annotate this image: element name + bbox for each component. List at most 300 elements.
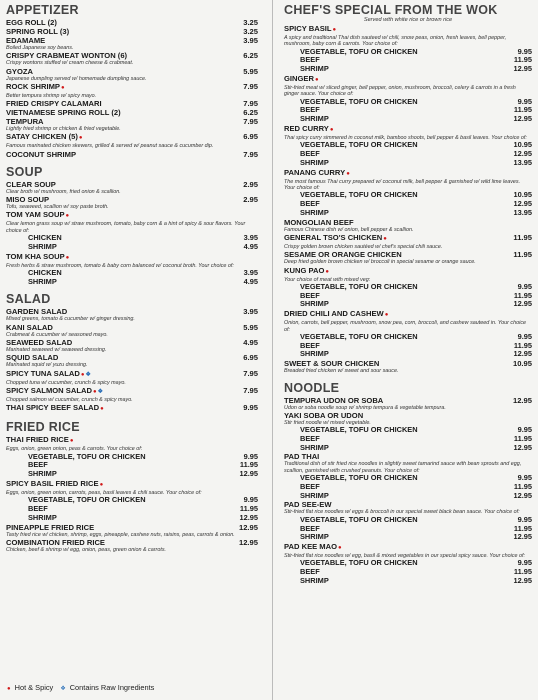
menu-item-row bbox=[6, 27, 258, 36]
menu-item bbox=[6, 386, 258, 403]
option-name: SHRIMP bbox=[300, 576, 329, 586]
menu-item-name-text: MONGOLIAN BEEF bbox=[284, 217, 354, 227]
option-row bbox=[284, 577, 532, 586]
option-row bbox=[284, 516, 532, 525]
option-name: SHRIMP bbox=[300, 299, 329, 309]
menu-item-description: Clear broth w/ mushroom, fried onion & scallion. bbox=[6, 188, 121, 195]
menu-item-name bbox=[6, 67, 228, 76]
menu-item-name-text: VIETNAMESE SPRING ROLL (2) bbox=[6, 108, 121, 118]
menu-item-row bbox=[6, 210, 258, 221]
menu-item-name-text: SQUID SALAD bbox=[6, 353, 59, 363]
option-price: 4.95 bbox=[243, 241, 258, 251]
legend-raw-label: Contains Raw Ingredients bbox=[69, 683, 155, 692]
menu-item-row bbox=[284, 542, 532, 553]
option-price: 12.95 bbox=[239, 512, 258, 522]
menu-item-price: 7.95 bbox=[243, 117, 258, 127]
menu-item-row bbox=[6, 307, 258, 316]
menu-item bbox=[284, 24, 532, 74]
menu-item bbox=[284, 250, 532, 265]
option-price: 11.95 bbox=[239, 504, 258, 514]
option-price: 9.95 bbox=[517, 281, 532, 291]
menu-item bbox=[6, 252, 258, 287]
menu-item-name-text: PINEAPPLE FRIED RICE bbox=[6, 522, 95, 532]
menu-item-row bbox=[284, 359, 532, 368]
menu-item-description: Crabmeat & cucumber w/ seasoned mayo. bbox=[6, 331, 108, 338]
menu-item-name bbox=[6, 117, 228, 126]
menu-item-description: Deep fried golden brown chicken w/ broccoli in special sesame or orange sauce. bbox=[284, 259, 476, 266]
menu-item bbox=[284, 452, 532, 500]
menu-item-description: Chicken, beef & shrimp w/ egg, onion, peas, green onion & carrots. bbox=[6, 546, 167, 553]
menu-item-name-text: SPRING ROLL (3) bbox=[6, 27, 70, 36]
menu-item-name-text: SESAME OR ORANGE CHICKEN bbox=[284, 250, 402, 260]
option-price: 11.95 bbox=[239, 460, 258, 470]
menu-item-price: 7.95 bbox=[243, 81, 258, 91]
menu-item bbox=[6, 323, 258, 338]
menu-item-name-text: MISO SOUP bbox=[6, 195, 50, 205]
menu-item-name-text: THAI FRIED RICE bbox=[6, 435, 69, 445]
section-title: APPETIZER bbox=[6, 3, 79, 17]
section-title: SOUP bbox=[6, 164, 43, 179]
menu-item-description: Stir-fried flat rice noodles w/ egg, basil & mixed vegetables in our special spicy sauce. Your choice of: bbox=[284, 553, 526, 560]
option-price: 11.95 bbox=[513, 433, 532, 443]
option-name: VEGETABLE, TOFU OR CHICKEN bbox=[300, 190, 418, 200]
menu-item-name bbox=[284, 233, 502, 244]
option-name: BEEF bbox=[300, 433, 320, 443]
menu-item bbox=[6, 523, 258, 538]
section-title: FRIED RICE bbox=[6, 420, 80, 435]
option-price: 12.95 bbox=[513, 299, 532, 309]
menu-item-name bbox=[284, 250, 502, 259]
option-row bbox=[284, 444, 532, 453]
option-row bbox=[284, 191, 532, 200]
menu-item bbox=[284, 266, 532, 310]
menu-item-description: Fresh herbs & straw mushroom, tomato & baby corn balanced w/ coconut broth. Your choice of: bbox=[6, 262, 234, 269]
menu-item-description: Marinated squid w/ yuzu dressing. bbox=[6, 362, 88, 369]
menu-item-name bbox=[284, 218, 502, 227]
menu-item-name-text: SATAY CHICKEN (5) bbox=[6, 132, 78, 142]
menu-item-price: 12.95 bbox=[238, 537, 258, 547]
menu-item bbox=[284, 218, 532, 233]
menu-item-price: 12.95 bbox=[238, 522, 258, 532]
chili-pepper-icon: ● bbox=[69, 438, 74, 445]
menu-item-row bbox=[284, 411, 532, 420]
menu-item-row bbox=[284, 24, 532, 35]
menu-item bbox=[284, 309, 532, 359]
option-name: VEGETABLE, TOFU OR CHICKEN bbox=[300, 558, 418, 568]
menu-item-name bbox=[6, 523, 228, 532]
legend-hot-label: Hot & Spicy bbox=[14, 683, 54, 692]
menu-item bbox=[6, 369, 258, 386]
option-name: SHRIMP bbox=[28, 469, 57, 479]
option-name: VEGETABLE, TOFU OR CHICKEN bbox=[28, 451, 146, 461]
option-row bbox=[284, 65, 532, 74]
menu-item-name bbox=[6, 538, 228, 547]
menu-item-description: Mixed greens, tomato & cucumber w/ ginger dressing. bbox=[6, 316, 135, 323]
menu-item-price: 6.25 bbox=[243, 108, 258, 118]
option-price: 11.95 bbox=[513, 523, 532, 533]
chili-pepper-icon: ● bbox=[346, 170, 350, 177]
chili-pepper-icon: ● bbox=[325, 268, 329, 275]
menu-item-price: 9.95 bbox=[243, 403, 258, 413]
menu-item bbox=[6, 27, 258, 36]
option-name: BEEF bbox=[300, 290, 320, 300]
option-name: VEGETABLE, TOFU OR CHICKEN bbox=[300, 46, 418, 56]
menu-item-name bbox=[284, 396, 502, 405]
menu-item bbox=[6, 210, 258, 251]
menu-item-description: Stir-fried flat rice noodles w/ eggs & broccoli in our special sweet black bean sauce. Your choice of: bbox=[284, 509, 520, 516]
menu-item-name bbox=[284, 168, 502, 179]
right-column bbox=[284, 4, 532, 593]
menu-item-name bbox=[6, 386, 228, 397]
menu-item-name bbox=[6, 479, 228, 490]
menu-item-name bbox=[6, 210, 228, 221]
option-price: 9.95 bbox=[243, 495, 258, 505]
menu-item-row bbox=[6, 435, 258, 446]
menu-item-price: 7.95 bbox=[243, 99, 258, 109]
menu-item bbox=[6, 18, 258, 27]
option-name: BEEF bbox=[300, 523, 320, 533]
menu-item-name bbox=[284, 452, 502, 461]
menu-item-price: 5.95 bbox=[243, 66, 258, 76]
menu-item-price: 6.95 bbox=[243, 353, 258, 363]
chili-pepper-icon: ● bbox=[78, 135, 83, 142]
menu-item-price: 3.95 bbox=[243, 307, 258, 317]
menu-item-name-text: TEMPURA UDON OR SOBA bbox=[284, 395, 384, 405]
menu-item-description: Japanese dumpling served w/ homemade dumpling sauce. bbox=[6, 75, 147, 82]
menu-item-row bbox=[6, 108, 258, 117]
menu-item-name bbox=[284, 124, 502, 135]
menu-item-price: 5.95 bbox=[243, 322, 258, 332]
option-name: VEGETABLE, TOFU OR CHICKEN bbox=[28, 495, 146, 505]
menu-item bbox=[6, 150, 258, 159]
option-row bbox=[284, 533, 532, 542]
option-name: BEEF bbox=[300, 199, 320, 209]
menu-item-name-text: SEAWEED SALAD bbox=[6, 338, 73, 348]
menu-item-description: Udon or soba noodle soup w/ shrimp tempura & vegetable tempura. bbox=[284, 404, 446, 411]
option-price: 12.95 bbox=[513, 199, 532, 209]
chili-pepper-icon: ● bbox=[65, 254, 70, 261]
option-price: 12.95 bbox=[513, 64, 532, 74]
menu-item-name bbox=[6, 307, 228, 316]
menu-item-row bbox=[6, 51, 258, 60]
menu-item bbox=[284, 168, 532, 218]
menu-item bbox=[6, 479, 258, 523]
option-name: CHICKEN bbox=[28, 267, 62, 277]
menu-item-row bbox=[284, 250, 532, 259]
menu-item-description: Your choice of meat with mixed veg: bbox=[284, 276, 371, 283]
option-name: SHRIMP bbox=[300, 114, 329, 124]
option-price: 10.95 bbox=[513, 140, 532, 150]
option-name: CHICKEN bbox=[28, 232, 62, 242]
legend bbox=[6, 683, 158, 692]
menu-item-row bbox=[284, 309, 532, 320]
menu-item-row bbox=[6, 323, 258, 332]
column-divider bbox=[272, 0, 273, 700]
menu-item-name bbox=[284, 542, 502, 553]
menu-item-name-text: PAD THAI bbox=[284, 452, 320, 462]
menu-item-price: 7.95 bbox=[243, 149, 258, 159]
option-row bbox=[284, 474, 532, 483]
menu-item-description: Stir fried noodle w/ mixed vegetable. bbox=[284, 419, 371, 426]
menu-item-name-text: THAI SPICY BEEF SALAD bbox=[6, 403, 100, 413]
option-row bbox=[284, 98, 532, 107]
option-name: SHRIMP bbox=[300, 490, 329, 500]
menu-item-row bbox=[6, 117, 258, 126]
menu-item bbox=[6, 51, 258, 66]
chili-pepper-icon: ● bbox=[383, 235, 387, 242]
chili-pepper-icon: ● bbox=[332, 27, 337, 33]
chili-pepper-icon: ● bbox=[384, 312, 389, 319]
option-price: 9.95 bbox=[243, 451, 258, 461]
menu-item-row bbox=[284, 396, 532, 405]
menu-item-row bbox=[6, 403, 258, 414]
option-name: SHRIMP bbox=[300, 442, 329, 452]
option-row bbox=[284, 350, 532, 359]
menu-item-row bbox=[284, 452, 532, 461]
option-price: 11.95 bbox=[513, 105, 532, 115]
menu-item-row bbox=[6, 195, 258, 204]
menu-item-name-text: GARDEN SALAD bbox=[6, 307, 68, 317]
menu-item-name bbox=[6, 51, 228, 60]
menu-item-row bbox=[6, 67, 258, 76]
menu-item-row bbox=[6, 479, 258, 490]
menu-item-description: Boiled Japanese soy beans. bbox=[6, 45, 74, 51]
menu-item-row bbox=[6, 150, 258, 159]
menu-item-description: Onion, carrots, bell pepper, mushroom, snow pea, corn, broccoli, and cashew sauteed in. Your choice of: bbox=[284, 320, 527, 333]
menu-item-description: Traditional dish of stir fried rice noodles in slightly sweet tamarind sauce with bean sprouts and egg, scallion, garnished with crushed peanuts. Your choice of: bbox=[284, 461, 522, 474]
option-price: 9.95 bbox=[517, 46, 532, 56]
option-price: 3.95 bbox=[243, 267, 258, 277]
option-name: SHRIMP bbox=[28, 512, 57, 522]
option-name: BEEF bbox=[300, 481, 320, 491]
menu-item-name-text: CRISPY CRABMEAT WONTON (6) bbox=[6, 51, 128, 61]
menu-item-name bbox=[6, 18, 228, 27]
menu-item-description: Lightly fried shrimp or chicken & fried vegetable. bbox=[6, 126, 121, 133]
menu-item-name-text: FRIED CRISPY CALAMARI bbox=[6, 99, 102, 109]
menu-item-description: Eggs, onion, green onion, peas & carrots. Your choice of: bbox=[6, 446, 143, 453]
menu-item bbox=[6, 307, 258, 322]
menu-item-description: Tofu, seaweed, scallion w/ soy paste broth. bbox=[6, 204, 109, 211]
option-price: 3.95 bbox=[243, 232, 258, 242]
menu-item-description: Chopped tuna w/ cucumber, crunch & spicy mayo. bbox=[6, 379, 126, 386]
menu-item-name bbox=[6, 150, 228, 159]
option-row bbox=[284, 492, 532, 501]
section-title: SALAD bbox=[6, 292, 51, 307]
menu-item-price: 7.95 bbox=[243, 385, 258, 395]
option-price: 12.95 bbox=[513, 576, 532, 586]
menu-item-name bbox=[6, 99, 228, 108]
menu-item bbox=[6, 353, 258, 368]
menu-item-row bbox=[6, 252, 258, 263]
menu-item-name bbox=[6, 180, 228, 189]
menu-item-row bbox=[6, 369, 258, 380]
menu-item-row bbox=[6, 82, 258, 93]
menu-item bbox=[284, 74, 532, 124]
menu-item bbox=[6, 435, 258, 479]
option-name: BEEF bbox=[300, 105, 320, 115]
option-name: VEGETABLE, TOFU OR CHICKEN bbox=[300, 96, 418, 106]
menu-item-name-text: SPICY BASIL FRIED RICE bbox=[6, 478, 99, 488]
menu-item-name-text: PANANG CURRY bbox=[284, 167, 346, 177]
menu-item-name bbox=[6, 27, 228, 36]
raw-fish-icon: ❖ bbox=[60, 686, 66, 692]
section-gap bbox=[6, 553, 258, 560]
menu-item-name-text: GYOZA bbox=[6, 66, 34, 76]
menu-item-description: Better tempura shrimp w/ spicy mayo. bbox=[6, 92, 97, 99]
menu-item-name bbox=[6, 403, 228, 414]
menu-item-row bbox=[6, 538, 258, 547]
menu-item-name-text: PAD SEE-EW bbox=[284, 500, 332, 510]
menu-item-description: The most famous Thai curry prepared w/ coconut milk, bell pepper & garnished w/ wild lime leaves. Your choice of: bbox=[284, 178, 521, 191]
menu-item-price: 2.95 bbox=[243, 195, 258, 205]
chili-pepper-icon: ● bbox=[92, 388, 97, 395]
menu-item bbox=[284, 124, 532, 168]
menu-item-description: Crispy golden brown chicken sautéed w/ chef's special chili sauce. bbox=[284, 243, 443, 250]
menu-item-name bbox=[6, 323, 228, 332]
menu-item-name bbox=[284, 411, 502, 420]
menu-item-name bbox=[6, 132, 228, 143]
chili-pepper-icon: ● bbox=[329, 126, 334, 133]
menu-item-description: Tasty fried rice w/ chicken, shrimp, eggs, pineapple, cashew nuts, raisins, peas, carrots & onion. bbox=[6, 531, 235, 538]
menu-item-description: Stir-fried meat w/ sliced ginger, bell pepper, onion, mushroom, broccoli, celery & carrots in a fresh ginger sauce. Your choice of: bbox=[284, 84, 516, 98]
option-name: VEGETABLE, TOFU OR CHICKEN bbox=[300, 331, 418, 341]
menu-item bbox=[6, 195, 258, 210]
menu-item-name bbox=[284, 74, 502, 85]
menu-item-name bbox=[6, 338, 228, 347]
menu-item-name-text: ROCK SHRIMP bbox=[6, 81, 61, 91]
option-name: BEEF bbox=[300, 55, 320, 65]
chili-pepper-icon: ● bbox=[65, 213, 70, 220]
menu-item-row bbox=[6, 386, 258, 397]
option-name: BEEF bbox=[300, 340, 320, 350]
menu-item-name bbox=[6, 369, 228, 380]
menu-item-row bbox=[6, 99, 258, 108]
menu-item-price: 3.95 bbox=[243, 36, 258, 45]
option-row bbox=[284, 426, 532, 435]
menu-item-name bbox=[6, 252, 228, 263]
menu-item bbox=[284, 411, 532, 453]
section-title: NOODLE bbox=[284, 380, 340, 395]
option-name: SHRIMP bbox=[28, 276, 57, 286]
menu-item-name bbox=[6, 36, 228, 45]
option-row bbox=[284, 115, 532, 124]
menu-item-name-text: SPICY TUNA SALAD bbox=[6, 368, 80, 378]
option-price: 12.95 bbox=[239, 469, 258, 479]
option-price: 11.95 bbox=[513, 481, 532, 491]
menu-item bbox=[6, 338, 258, 353]
option-row bbox=[284, 333, 532, 342]
option-price: 12.95 bbox=[513, 490, 532, 500]
option-row bbox=[284, 141, 532, 150]
menu-item-description: Crispy wontons stuffed w/ cream cheese & crabmeat. bbox=[6, 60, 134, 67]
menu-item-price: 6.25 bbox=[243, 51, 258, 61]
menu-item-name bbox=[6, 108, 228, 117]
option-name: SHRIMP bbox=[300, 349, 329, 359]
menu-item-price: 3.25 bbox=[243, 18, 258, 27]
menu-item-row bbox=[284, 74, 532, 85]
option-row bbox=[284, 159, 532, 168]
option-row bbox=[6, 278, 258, 287]
menu-item-row bbox=[6, 132, 258, 143]
menu-item-name-text: DRIED CHILI AND CASHEW bbox=[284, 309, 384, 319]
menu-item-name-text: RED CURRY bbox=[284, 123, 329, 133]
option-name: BEEF bbox=[300, 567, 320, 577]
menu-item-row bbox=[284, 500, 532, 509]
option-name: VEGETABLE, TOFU OR CHICKEN bbox=[300, 425, 418, 435]
option-price: 11.95 bbox=[513, 340, 532, 350]
menu-item-name-text: SPICY BASIL bbox=[284, 24, 332, 33]
menu-item bbox=[6, 180, 258, 195]
menu-item bbox=[284, 500, 532, 542]
menu-item-name-text: COMBINATION FRIED RICE bbox=[6, 537, 105, 547]
menu-item-row bbox=[284, 266, 532, 277]
option-name: SHRIMP bbox=[300, 532, 329, 542]
menu-item-name-text: GINGER bbox=[284, 73, 314, 83]
menu-item-name-text: TEMPURA bbox=[6, 117, 44, 127]
option-name: SHRIMP bbox=[300, 64, 329, 74]
menu-item-description: Clear lemon grass soup w/ straw mushroom, tomato, baby corn & a hint of spicy & sour flavors. Your choice of: bbox=[6, 221, 246, 234]
menu-item-name-text: KANI SALAD bbox=[6, 322, 53, 332]
menu-item-row bbox=[284, 233, 532, 244]
menu-item-name-text: EGG ROLL (2) bbox=[6, 18, 57, 27]
menu-item bbox=[6, 132, 258, 149]
menu-item-name-text: TOM YAM SOUP bbox=[6, 210, 65, 220]
menu-item-row bbox=[6, 180, 258, 189]
option-name: BEEF bbox=[28, 504, 48, 514]
menu-item bbox=[284, 233, 532, 250]
menu-item-name-text: CLEAR SOUP bbox=[6, 179, 56, 189]
option-price: 9.95 bbox=[517, 96, 532, 106]
section-subtitle: Served with white rice or brown rice bbox=[363, 17, 453, 23]
option-price: 9.95 bbox=[517, 473, 532, 483]
menu-item-description: Famous Chinese dish w/ onion, bell pepper & scallion. bbox=[284, 226, 414, 233]
menu-item bbox=[6, 117, 258, 132]
menu-item-name bbox=[284, 266, 502, 277]
option-price: 12.95 bbox=[513, 349, 532, 359]
option-row bbox=[6, 514, 258, 523]
option-row bbox=[6, 243, 258, 252]
option-price: 13.95 bbox=[513, 157, 532, 167]
menu-item bbox=[6, 108, 258, 117]
menu-item-name-text: TOM KHA SOUP bbox=[6, 251, 65, 261]
menu-item-price: 2.95 bbox=[243, 179, 258, 189]
menu-item-row bbox=[6, 36, 258, 45]
menu-item-price: 4.95 bbox=[243, 338, 258, 348]
chili-pepper-icon: ● bbox=[7, 686, 11, 692]
menu-item-name-text: PAD KEE MAO bbox=[284, 542, 338, 552]
menu-item bbox=[6, 99, 258, 108]
option-name: VEGETABLE, TOFU OR CHICKEN bbox=[300, 514, 418, 524]
option-name: BEEF bbox=[300, 149, 320, 159]
menu-item-name bbox=[6, 353, 228, 362]
section-gap bbox=[6, 159, 258, 166]
option-price: 10.95 bbox=[513, 190, 532, 200]
option-row bbox=[284, 48, 532, 57]
menu-item-name bbox=[284, 309, 502, 320]
menu-item-name bbox=[6, 435, 228, 446]
menu-item-description: Breaded fried chicken w/ sweet and sour sauce. bbox=[284, 368, 399, 375]
option-name: VEGETABLE, TOFU OR CHICKEN bbox=[300, 281, 418, 291]
left-column bbox=[6, 4, 258, 560]
menu-item-row bbox=[6, 338, 258, 347]
section-gap bbox=[284, 586, 532, 593]
chili-pepper-icon: ● bbox=[99, 481, 104, 488]
option-row bbox=[284, 283, 532, 292]
menu-item-row bbox=[6, 18, 258, 27]
chili-pepper-icon: ● bbox=[314, 76, 319, 83]
option-price: 9.95 bbox=[517, 425, 532, 435]
menu-item-description: Chopped salmon w/ cucumber, crunch & spicy mayo. bbox=[6, 396, 133, 403]
